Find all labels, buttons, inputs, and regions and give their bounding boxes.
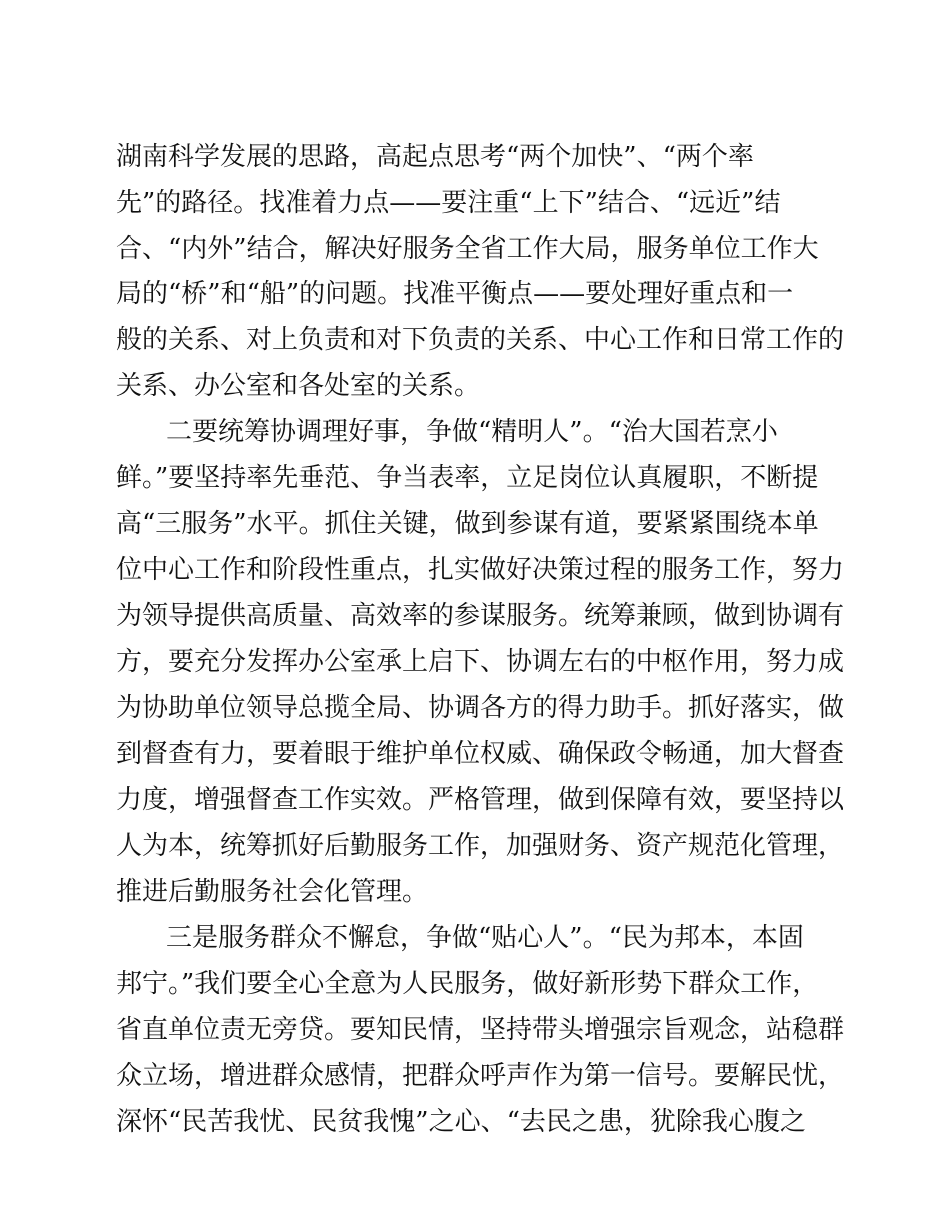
text-line: 为领导提供高质量、高效率的参谋服务。统筹兼顾，做到协调有 <box>116 601 845 631</box>
text-line: 先”的路径。找准着力点——要注重“上下”结合、“远近”结 <box>116 188 781 218</box>
text-line: 般的关系、对上负责和对下负责的关系、中心工作和日常工作的 <box>116 325 845 355</box>
text-line: 鲜。”要坚持率先垂范、争当表率，立足岗位认真履职，不断提 <box>116 463 819 493</box>
text-line: 为协助单位领导总揽全局、协调各方的得力助手。抓好落实，做 <box>116 693 845 723</box>
paragraph-start-line: 三是服务群众不懈怠，争做“贴心人”。“民为邦本，本固 <box>166 923 804 953</box>
text-line: 合、“内外”结合，解决好服务全省工作大局，服务单位工作大 <box>116 234 819 264</box>
text-line: 方，要充分发挥办公室承上启下、协调左右的中枢作用，努力成 <box>116 647 845 677</box>
text-line: 到督查有力，要着眼于维护单位权威、确保政令畅通，加大督查 <box>116 739 845 769</box>
text-line: 众立场，增进群众感情，把群众呼声作为第一信号。要解民忧， <box>116 1061 845 1091</box>
text-line: 省直单位责无旁贷。要知民情，坚持带头增强宗旨观念，站稳群 <box>116 1015 845 1045</box>
text-line: 局的“桥”和“船”的问题。找准平衡点——要处理好重点和一 <box>116 279 794 309</box>
paragraph-start-line: 二要统筹协调理好事，争做“精明人”。“治大国若烹小 <box>166 417 778 447</box>
text-line: 高“三服务”水平。抓住关键，做到参谋有道，要紧紧围绕本单 <box>116 509 819 539</box>
text-line: 深怀“民苦我忧、民贫我愧”之心、“去民之患，犹除我心腹之 <box>116 1107 806 1137</box>
text-line: 人为本，统筹抓好后勤服务工作，加强财务、资产规范化管理， <box>116 831 845 861</box>
text-line: 邦宁。”我们要全心全意为人民服务，做好新形势下群众工作， <box>116 969 819 999</box>
text-line: 关系、办公室和各处室的关系。 <box>116 371 481 401</box>
text-line: 推进后勤服务社会化管理。 <box>116 877 429 907</box>
text-line: 力度，增强督查工作实效。严格管理，做到保障有效，要坚持以 <box>116 785 845 815</box>
text-line: 位中心工作和阶段性重点，扎实做好决策过程的服务工作，努力 <box>116 555 845 585</box>
text-line: 湖南科学发展的思路，高起点思考“两个加快”、“两个率 <box>116 142 754 172</box>
